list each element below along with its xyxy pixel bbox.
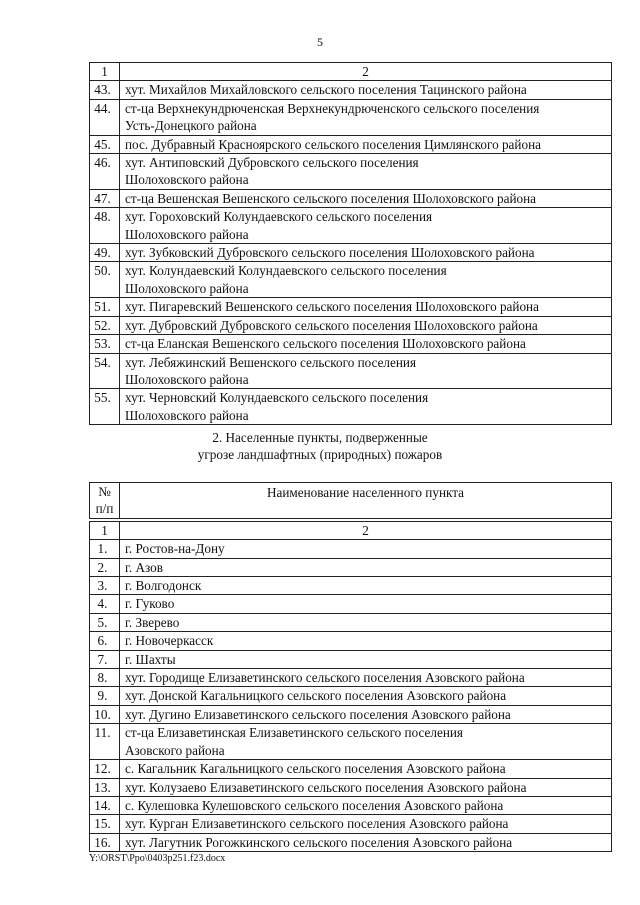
- settlement-name: [120, 796, 612, 814]
- fire-threat-settlements-table: [89, 482, 612, 852]
- settlement-name-line: хут. Пигаревский Вешенского сельского поселения Шолоховского района: [125, 299, 539, 315]
- settlement-name: [120, 577, 612, 595]
- table-row: [90, 389, 612, 425]
- settlement-name-line: г. Зверево: [125, 614, 180, 630]
- row-number: 11.: [90, 724, 120, 760]
- table-row: [90, 577, 612, 595]
- settlement-name-line: хут. Городище Елизаветинского сельского поселения Азовского района: [125, 670, 525, 686]
- row-number: 44.: [90, 99, 120, 135]
- settlement-name-line: г. Шахты: [125, 651, 176, 667]
- settlement-name-line: хут. Донской Кагальницкого сельского поселения Азовского района: [125, 688, 507, 704]
- table-row: [90, 262, 612, 298]
- settlement-name-line: хут. Гороховский Колундаевского сельского поселения: [125, 209, 433, 225]
- settlement-name: [120, 632, 612, 650]
- settlement-name-line: ст-ца Верхнекундрюченская Верхнекундрюченского сельского поселения: [125, 100, 540, 116]
- row-number: 16.: [90, 833, 120, 851]
- settlement-name: [120, 335, 612, 353]
- row-number: 55.: [90, 389, 120, 425]
- table-header-row: [90, 483, 612, 519]
- settlement-name-line: г. Ростов-на-Дону: [125, 541, 225, 557]
- settlement-name: [120, 724, 612, 760]
- row-number: 49.: [90, 244, 120, 262]
- table-row: [90, 705, 612, 723]
- settlement-name-line: г. Новочеркасск: [125, 633, 214, 649]
- row-number: 43.: [90, 81, 120, 99]
- settlement-name: [120, 595, 612, 613]
- settlement-name-line: хут. Курган Елизаветинского сельского поселения Азовского района: [125, 816, 509, 832]
- settlement-name-line: хут. Дубровский Дубровского сельского поселения Шолоховского района: [125, 317, 538, 333]
- settlement-name-line: Шолоховского района: [125, 371, 249, 387]
- settlement-name-line: хут. Лагутник Рогожкинского сельского поселения Азовского района: [125, 834, 513, 850]
- table-row: [90, 815, 612, 833]
- settlement-name-line: с. Кагальник Кагальницкого сельского поселения Азовского района: [125, 761, 506, 777]
- table-row: [90, 632, 612, 650]
- settlement-name: [120, 833, 612, 851]
- settlement-name: [120, 189, 612, 207]
- settlement-name: [120, 298, 612, 316]
- header-text: п/п: [95, 501, 114, 517]
- table-row: [90, 760, 612, 778]
- row-number: 10.: [90, 705, 120, 723]
- row-number: 15.: [90, 815, 120, 833]
- settlement-name: [120, 778, 612, 796]
- settlement-name-line: хут. Колундаевский Колундаевского сельского поселения: [125, 263, 447, 279]
- settlement-name-line: с. Кулешовка Кулешовского сельского поселения Азовского района: [125, 797, 504, 813]
- row-number: 3.: [90, 577, 120, 595]
- row-number: 2.: [90, 558, 120, 576]
- settlement-name-line: Шолоховского района: [125, 280, 249, 296]
- settlement-name: [120, 815, 612, 833]
- settlement-name: [120, 389, 612, 425]
- settlement-name: [120, 99, 612, 135]
- settlement-name: [120, 669, 612, 687]
- row-number: 51.: [90, 298, 120, 316]
- settlement-name-line: г. Гуково: [125, 596, 175, 612]
- settlement-name: [120, 760, 612, 778]
- table-row: [90, 540, 612, 558]
- settlement-name: [120, 353, 612, 389]
- table-row: [90, 833, 612, 851]
- row-number: 6.: [90, 632, 120, 650]
- table-row: [90, 208, 612, 244]
- settlement-name-line: г. Волгодонск: [125, 578, 202, 594]
- table-row: [90, 724, 612, 760]
- column-number-cell: 1: [90, 63, 120, 81]
- settlement-name-line: хут. Черновский Колундаевского сельского поселения: [125, 390, 429, 406]
- settlement-name-line: Азовского района: [125, 742, 225, 758]
- settlement-name-line: Усть-Донецкого района: [125, 118, 257, 134]
- column-number-cell: 2: [120, 63, 612, 81]
- row-number: 5.: [90, 613, 120, 631]
- settlement-name: [120, 154, 612, 190]
- section-heading: [0, 429, 640, 464]
- settlement-name-line: хут. Зубковский Дубровского сельского поселения Шолоховского района: [125, 245, 535, 261]
- column-header-name: Наименование населенного пункта: [120, 483, 612, 519]
- row-number: 8.: [90, 669, 120, 687]
- settlement-name-line: ст-ца Еланская Вешенского сельского поселения Шолоховского района: [125, 336, 526, 352]
- settlement-name-line: Шолоховского района: [125, 407, 249, 423]
- settlements-table-continued: [89, 62, 612, 425]
- table-row: [90, 595, 612, 613]
- settlement-name: [120, 244, 612, 262]
- settlement-name-line: Шолоховского района: [125, 226, 249, 242]
- table-row: [90, 796, 612, 814]
- section-heading-line: угрозе ландшафтных (природных) пожаров: [197, 447, 443, 463]
- table-row: [90, 99, 612, 135]
- settlement-name-line: ст-ца Вешенская Вешенского сельского поселения Шолоховского района: [125, 190, 537, 206]
- settlement-name: [120, 262, 612, 298]
- settlement-name: [120, 705, 612, 723]
- settlement-name: [120, 558, 612, 576]
- table-row: [90, 558, 612, 576]
- table-row: [90, 81, 612, 99]
- row-number: 50.: [90, 262, 120, 298]
- table-numbering-row: [90, 63, 612, 81]
- table-row: [90, 613, 612, 631]
- row-number: 9.: [90, 687, 120, 705]
- row-number: 53.: [90, 335, 120, 353]
- settlement-name: [120, 316, 612, 334]
- settlement-name-line: хут. Дугино Елизаветинского сельского поселения Азовского района: [125, 706, 511, 722]
- row-number: 52.: [90, 316, 120, 334]
- table-row: [90, 335, 612, 353]
- settlement-name-line: хут. Лебяжинский Вешенского сельского поселения: [125, 354, 417, 370]
- row-number: 12.: [90, 760, 120, 778]
- settlement-name-line: хут. Колузаево Елизаветинского сельского поселения Азовского района: [125, 779, 527, 795]
- row-number: 4.: [90, 595, 120, 613]
- settlement-name: [120, 540, 612, 558]
- row-number: 45.: [90, 135, 120, 153]
- settlement-name: [120, 81, 612, 99]
- table-row: [90, 135, 612, 153]
- column-header-number: [90, 483, 120, 519]
- settlement-name: [120, 613, 612, 631]
- file-path-footer: Y:\ORST\Ppo\0403p251.f23.docx: [89, 853, 226, 864]
- settlement-name-line: пос. Дубравный Красноярского сельского поселения Цимлянского района: [125, 136, 541, 152]
- header-text: №: [98, 484, 111, 499]
- row-number: 48.: [90, 208, 120, 244]
- table-row: [90, 298, 612, 316]
- settlement-name: [120, 687, 612, 705]
- table-row: [90, 669, 612, 687]
- column-number-cell: 1: [90, 521, 120, 539]
- table-row: [90, 650, 612, 668]
- row-number: 46.: [90, 154, 120, 190]
- table-numbering-row: [90, 521, 612, 539]
- settlement-name-line: хут. Михайлов Михайловского сельского поселения Тацинского района: [125, 82, 527, 98]
- row-number: 13.: [90, 778, 120, 796]
- row-number: 14.: [90, 796, 120, 814]
- settlement-name: [120, 135, 612, 153]
- page-number: 5: [317, 35, 323, 49]
- table-row: [90, 316, 612, 334]
- settlement-name-line: г. Азов: [125, 559, 163, 575]
- settlement-name-line: ст-ца Елизаветинская Елизаветинского сельского поселения: [125, 725, 463, 741]
- table-row: [90, 154, 612, 190]
- row-number: 47.: [90, 189, 120, 207]
- row-number: 7.: [90, 650, 120, 668]
- table-row: [90, 778, 612, 796]
- settlement-name-line: хут. Антиповский Дубровского сельского поселения: [125, 155, 419, 171]
- settlement-name-line: Шолоховского района: [125, 172, 249, 188]
- table-row: [90, 244, 612, 262]
- section-heading-line: 2. Населенные пункты, подверженные: [212, 430, 428, 445]
- table-row: [90, 189, 612, 207]
- row-number: 54.: [90, 353, 120, 389]
- settlement-name: [120, 650, 612, 668]
- table-row: [90, 353, 612, 389]
- table-row: [90, 687, 612, 705]
- settlement-name: [120, 208, 612, 244]
- column-number-cell: 2: [120, 521, 612, 539]
- row-number: 1.: [90, 540, 120, 558]
